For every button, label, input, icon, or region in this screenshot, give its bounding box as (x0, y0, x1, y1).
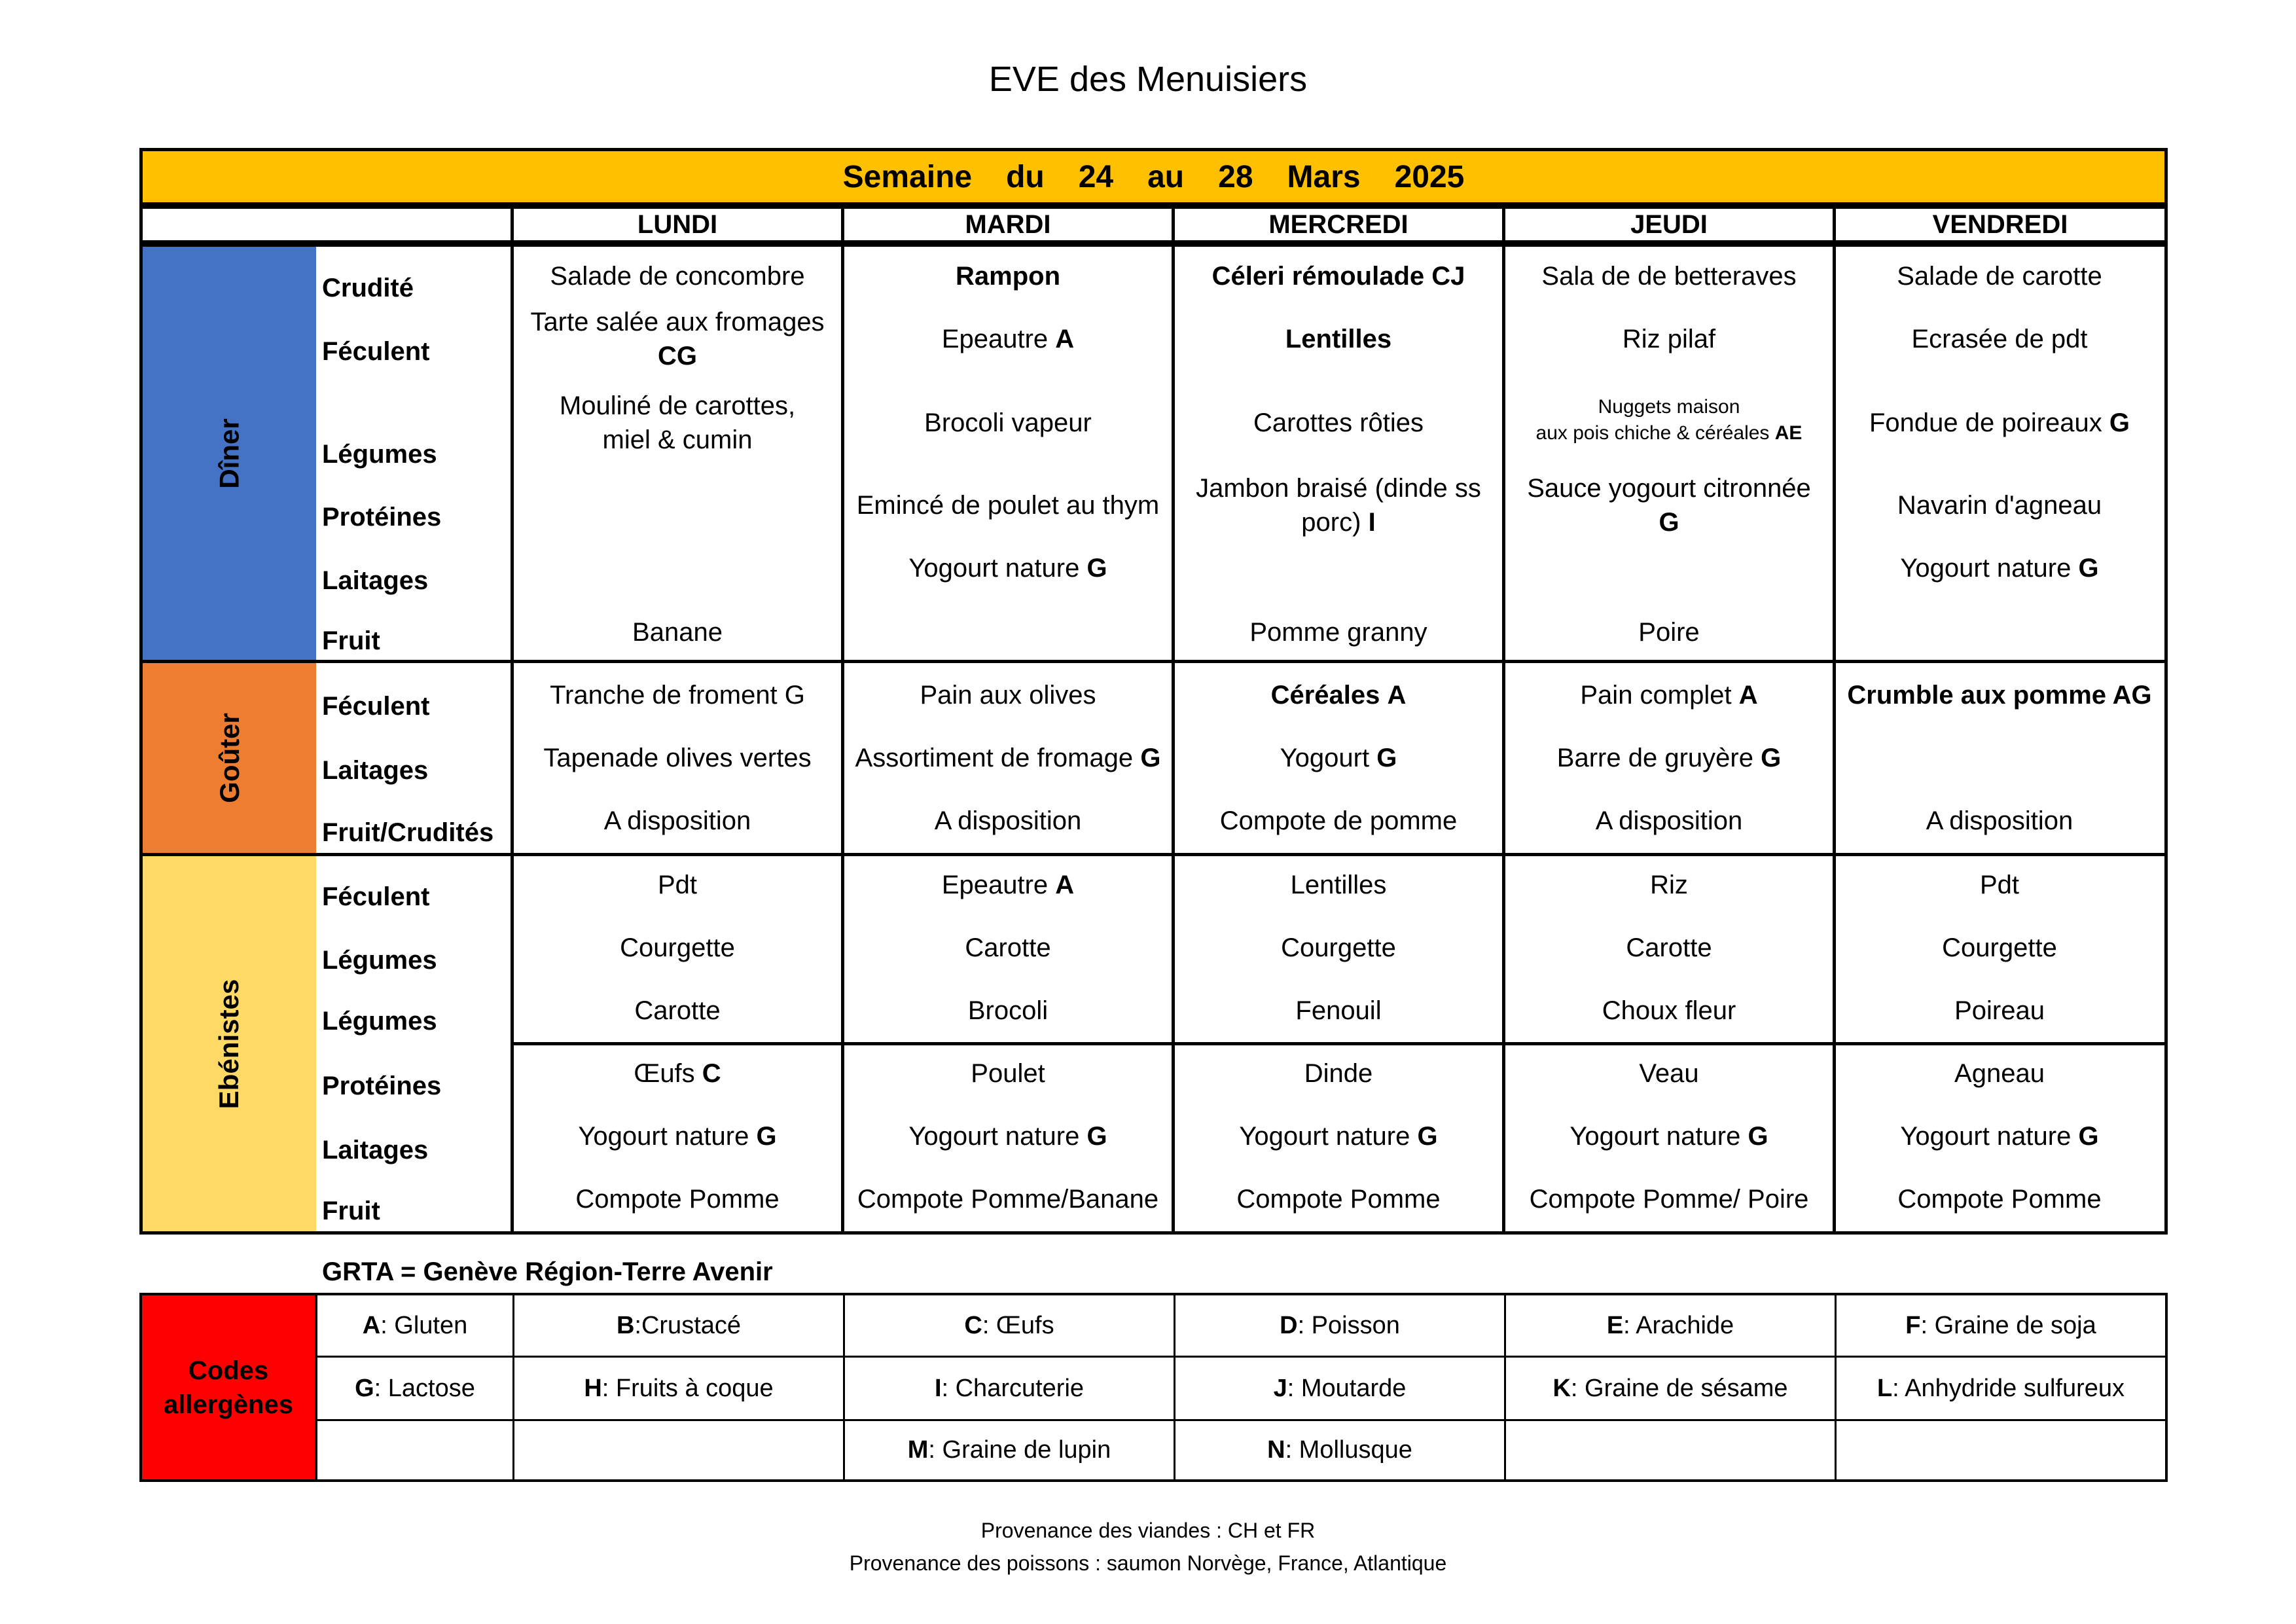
grid-line (139, 660, 2168, 663)
allergen-label: : Gluten (380, 1311, 468, 1339)
allergen-code: G (1376, 744, 1397, 772)
category-label: Laitages (322, 756, 429, 785)
page-title: EVE des Menuisiers (988, 60, 1308, 99)
diner-mardi-laitages-text: Yogourt nature (908, 554, 1080, 583)
diner-jeudi-proteines-code (1504, 505, 1834, 539)
gouter-mardi-fruit: A disposition (934, 806, 1082, 835)
category-label: Laitages (322, 1136, 429, 1164)
allergen-code: G (1086, 1122, 1107, 1151)
diner-label: Dîner (213, 418, 245, 489)
diner-mardi-feculent (843, 322, 1173, 356)
allergen-code: G (1086, 554, 1107, 583)
gouter-label: Goûter (213, 713, 245, 803)
ebenistes-mercredi-legumes: Courgette (1281, 933, 1396, 962)
allergen-item (845, 1358, 1174, 1419)
grid-line (511, 1231, 2168, 1235)
ebenistes-mardi-legumes2: Brocoli (967, 996, 1049, 1025)
category-label: Fruit/Crudités (322, 818, 494, 847)
category-label: Fruit (322, 626, 380, 655)
allergen-label: : Graine de sésame (1570, 1374, 1788, 1402)
allergen-code: G (2109, 408, 2130, 437)
footer-meat-origin: Provenance des viandes : CH et FR (980, 1519, 1316, 1542)
diner-jeudi-legumes-line1: Nuggets maison (1598, 396, 1740, 418)
week-au: au (1147, 159, 1185, 194)
allergen-label: :Crustacé (634, 1311, 742, 1339)
allergen-code: G (1140, 744, 1161, 772)
day-header-mardi: MARDI (841, 206, 1175, 244)
allergen-codes-title-line1: Codes (188, 1356, 269, 1385)
diner-lundi-crudite: Salade de concombre (550, 262, 805, 291)
week-word: Semaine (842, 159, 973, 194)
allergen-letter: M (907, 1436, 929, 1464)
diner-mercredi-fruit: Pomme granny (1249, 618, 1427, 647)
footer-fish-origin: Provenance des poissons : saumon Norvège, France, Atlantique (849, 1551, 1447, 1575)
allergen-label: : Lactose (374, 1374, 475, 1402)
diner-vendredi-laitages-text: Yogourt nature (1900, 554, 2072, 583)
category-label: Légumes (322, 1007, 437, 1036)
gouter-mardi-laitages-text: Assortiment de fromage (855, 744, 1134, 772)
category-label: Fruit (322, 1197, 380, 1225)
allergen-label: : Anhydride sulfureux (1892, 1374, 2125, 1402)
allergen-code: A (1055, 871, 1075, 899)
category-label: Féculent (322, 692, 430, 721)
ebenistes-mercredi-fruit: Compote Pomme (1236, 1185, 1441, 1214)
ebenistes-jeudi-legumes2: Choux fleur (1602, 996, 1736, 1025)
day-header-mercredi: MERCREDI (1172, 206, 1505, 244)
ebenistes-mardi-proteines: Poulet (971, 1059, 1045, 1088)
allergen-label: : Graine de soja (1920, 1311, 2096, 1339)
diner-jeudi-proteines-line1: Sauce yogourt citronnée (1527, 474, 1811, 503)
gouter-jeudi-feculent-text: Pain complet (1580, 681, 1732, 710)
ebenistes-mercredi-proteines: Dinde (1304, 1059, 1373, 1088)
allergen-label: : Arachide (1623, 1311, 1734, 1339)
ebenistes-mercredi-laitages (1174, 1119, 1503, 1153)
gouter-mercredi-fruit: Compote de pomme (1219, 806, 1458, 835)
allergen-code: A (1055, 325, 1075, 353)
diner-jeudi-legumes-line2 (1504, 420, 1834, 446)
ebenistes-lundi-legumes: Courgette (620, 933, 735, 962)
allergen-label: : Fruits à coque (601, 1374, 774, 1402)
diner-lundi-legumes (512, 389, 842, 457)
diner-mercredi-proteines-line1: Jambon braisé (dinde ss (1196, 474, 1481, 503)
gouter-vendredi-fruit: A disposition (1926, 806, 2073, 835)
allergen-item (514, 1295, 843, 1356)
diner-lundi-feculent (512, 305, 842, 373)
header-blank-cell (139, 206, 514, 244)
allergen-code: C (702, 1059, 721, 1088)
ebenistes-vendredi-legumes: Courgette (1942, 933, 2057, 962)
allergen-letter: K (1552, 1374, 1571, 1402)
diner-mercredi-proteines (1174, 471, 1503, 539)
gouter-lundi-feculent: Tranche de froment G (550, 681, 805, 710)
allergen-letter: F (1905, 1311, 1921, 1339)
allergen-code: I (1368, 508, 1376, 537)
ebenistes-vendredi-laitages (1835, 1119, 2164, 1153)
allergen-letter: H (584, 1374, 602, 1402)
category-label: Protéines (322, 503, 442, 532)
diner-mercredi-proteines-line2 (1174, 505, 1503, 539)
allergen-item (1175, 1295, 1504, 1356)
allergen-code: G (1761, 744, 1782, 772)
gouter-mercredi-feculent (1174, 678, 1503, 712)
diner-mercredi-crudite-text: Céleri rémoulade CJ (1211, 262, 1465, 291)
diner-lundi-legumes-line1: Mouliné de carottes, (559, 391, 796, 420)
week-year: 2025 (1394, 159, 1465, 194)
allergen-item (1175, 1358, 1504, 1419)
diner-vendredi-feculent: Ecrasée de pdt (1911, 325, 2088, 353)
allergen-label: : Graine de lupin (928, 1436, 1111, 1464)
gouter-lundi-fruit: A disposition (603, 806, 751, 835)
diner-mercredi-crudite (1174, 259, 1503, 293)
allergen-code: G (1417, 1122, 1438, 1151)
diner-vendredi-proteines: Navarin d'agneau (1897, 491, 2102, 520)
diner-lundi-fruit: Banane (632, 618, 723, 647)
allergen-code: G (2078, 1122, 2099, 1151)
gouter-mercredi-laitages-text: Yogourt (1280, 744, 1370, 772)
allergen-letter: C (964, 1311, 982, 1339)
category-label: Crudité (322, 274, 414, 302)
grid-line (139, 853, 2168, 856)
week-start-day: 24 (1078, 159, 1114, 194)
ebenistes-mercredi-feculent: Lentilles (1290, 871, 1387, 899)
diner-lundi-legumes-line2: miel & cumin (602, 425, 753, 454)
allergen-codes-title-line2: allergènes (164, 1390, 293, 1419)
week-end-day: 28 (1218, 159, 1253, 194)
ebenistes-lundi-laitages (512, 1119, 842, 1153)
ebenistes-vendredi-proteines: Agneau (1954, 1059, 2045, 1088)
diner-vendredi-laitages (1835, 551, 2164, 585)
ebenistes-jeudi-proteines: Veau (1639, 1059, 1699, 1088)
allergen-label: : Œufs (982, 1311, 1054, 1339)
grid-line (139, 244, 2168, 247)
category-label: Laitages (322, 566, 429, 595)
week-header (139, 148, 2168, 206)
ebenistes-jeudi-laitages-text: Yogourt nature (1570, 1122, 1741, 1151)
day-header-vendredi: VENDREDI (1833, 206, 2168, 244)
ebenistes-mardi-legumes: Carotte (965, 933, 1051, 962)
grid-line (511, 1042, 2168, 1045)
diner-jeudi-feculent: Riz pilaf (1622, 325, 1716, 353)
allergen-code: AE (1774, 422, 1803, 444)
ebenistes-vendredi-feculent: Pdt (1979, 871, 2020, 899)
diner-mardi-feculent-text: Epeautre (941, 325, 1049, 353)
grid-line (2164, 244, 2168, 1235)
allergen-item (845, 1295, 1174, 1356)
ebenistes-mardi-feculent (843, 868, 1173, 902)
diner-jeudi-legumes (1504, 394, 1834, 446)
allergen-code: G (1748, 1122, 1768, 1151)
allergen-item (1506, 1295, 1835, 1356)
ebenistes-jeudi-feculent: Riz (1650, 871, 1688, 899)
allergen-item (845, 1421, 1174, 1479)
week-month: Mars (1287, 159, 1361, 194)
week-du: du (1006, 159, 1045, 194)
diner-mardi-crudite-text: Rampon (956, 262, 1060, 291)
allergen-item (317, 1295, 512, 1356)
diner-lundi-feculent-line1: Tarte salée aux fromages (530, 308, 825, 336)
allergen-codes-header (139, 1293, 317, 1482)
diner-jeudi-fruit: Poire (1638, 618, 1700, 647)
allergen-item (317, 1358, 512, 1419)
ebenistes-jeudi-fruit: Compote Pomme/ Poire (1529, 1185, 1809, 1214)
allergen-code: G (756, 1122, 777, 1151)
gouter-mardi-laitages (843, 741, 1173, 775)
ebenistes-mercredi-legumes2: Fenouil (1295, 996, 1382, 1025)
allergen-item (1506, 1358, 1835, 1419)
category-label: Féculent (322, 882, 430, 911)
ebenistes-lundi-feculent: Pdt (657, 871, 698, 899)
category-label: Légumes (322, 946, 437, 975)
diner-mardi-proteines: Emincé de poulet au thym (856, 491, 1160, 520)
ebenistes-label: Ebénistes (213, 979, 245, 1109)
allergen-item (514, 1358, 843, 1419)
allergen-item (1837, 1295, 2165, 1356)
allergen-code: A (1738, 681, 1758, 710)
allergen-item (1175, 1421, 1504, 1479)
diner-mardi-legumes: Brocoli vapeur (924, 408, 1092, 437)
ebenistes-lundi-legumes2: Carotte (634, 996, 721, 1025)
allergen-code: A (1387, 681, 1407, 710)
diner-jeudi-legumes-line2-text: aux pois chiche & céréales (1535, 422, 1770, 444)
diner-vendredi-legumes-text: Fondue de poireaux (1869, 408, 2102, 437)
gouter-jeudi-feculent (1504, 678, 1834, 712)
allergen-letter: L (1876, 1374, 1893, 1402)
gouter-vendredi-feculent (1835, 678, 2164, 712)
allergen-letter: G (355, 1374, 374, 1402)
allergen-item (1837, 1358, 2165, 1419)
ebenistes-mercredi-laitages-text: Yogourt nature (1239, 1122, 1410, 1151)
ebenistes-mardi-feculent-text: Epeautre (941, 871, 1049, 899)
diner-mardi-laitages (843, 551, 1173, 585)
allergen-letter: D (1280, 1311, 1298, 1339)
allergen-label: : Mollusque (1285, 1436, 1412, 1464)
ebenistes-mardi-fruit: Compote Pomme/Banane (857, 1185, 1159, 1214)
diner-mercredi-feculent-text: Lentilles (1285, 325, 1392, 353)
gouter-vendredi-feculent-text: Crumble aux pomme AG (1847, 681, 2152, 710)
ebenistes-lundi-proteines (512, 1056, 842, 1091)
allergen-code: CG (658, 342, 697, 370)
diner-jeudi-crudite: Sala de de betteraves (1541, 262, 1797, 291)
grta-note: GRTA = Genève Région-Terre Avenir (322, 1257, 773, 1286)
gouter-lundi-laitages: Tapenade olives vertes (543, 744, 812, 772)
ebenistes-vendredi-fruit: Compote Pomme (1897, 1185, 2102, 1214)
diner-lundi-feculent-code (512, 339, 842, 373)
category-label: Légumes (322, 440, 437, 469)
diner-mercredi-feculent (1174, 322, 1503, 356)
day-header-lundi: LUNDI (511, 206, 844, 244)
allergen-code: G (2078, 554, 2099, 583)
category-label: Féculent (322, 337, 430, 366)
gouter-jeudi-laitages (1504, 741, 1834, 775)
gouter-mercredi-feculent-text: Céréales (1270, 681, 1380, 710)
ebenistes-mardi-laitages-text: Yogourt nature (908, 1122, 1080, 1151)
gouter-mercredi-laitages (1174, 741, 1503, 775)
allergen-label: : Moutarde (1287, 1374, 1407, 1402)
allergen-letter: B (616, 1311, 635, 1339)
allergen-letter: E (1606, 1311, 1624, 1339)
ebenistes-mardi-laitages (843, 1119, 1173, 1153)
ebenistes-vendredi-laitages-text: Yogourt nature (1900, 1122, 2072, 1151)
allergen-label: : Poisson (1297, 1311, 1400, 1339)
gouter-jeudi-laitages-text: Barre de gruyère (1556, 744, 1753, 772)
allergen-letter: I (934, 1374, 942, 1402)
ebenistes-band (139, 853, 316, 1235)
diner-jeudi-proteines (1504, 471, 1834, 539)
allergen-label: : Charcuterie (941, 1374, 1085, 1402)
gouter-band (139, 660, 316, 856)
ebenistes-lundi-fruit: Compote Pomme (575, 1185, 780, 1214)
allergen-letter: J (1273, 1374, 1287, 1402)
day-header-jeudi: JEUDI (1502, 206, 1836, 244)
ebenistes-lundi-proteines-text: Œufs (634, 1059, 695, 1088)
diner-vendredi-crudite: Salade de carotte (1897, 262, 2102, 291)
ebenistes-jeudi-legumes: Carotte (1626, 933, 1712, 962)
allergen-letter: A (362, 1311, 381, 1339)
grid-line (139, 1231, 514, 1235)
diner-mercredi-legumes: Carottes rôties (1253, 408, 1424, 437)
diner-mercredi-proteines-line2-text: porc) (1301, 508, 1361, 537)
gouter-jeudi-fruit: A disposition (1595, 806, 1743, 835)
allergen-code: G (1659, 508, 1679, 537)
diner-band (139, 244, 316, 663)
diner-vendredi-legumes (1835, 406, 2164, 440)
ebenistes-jeudi-laitages (1504, 1119, 1834, 1153)
ebenistes-vendredi-legumes2: Poireau (1954, 996, 2045, 1025)
gouter-mardi-feculent: Pain aux olives (920, 681, 1096, 710)
diner-mardi-crudite (843, 259, 1173, 293)
allergen-letter: N (1267, 1436, 1285, 1464)
category-label: Protéines (322, 1072, 442, 1100)
ebenistes-lundi-laitages-text: Yogourt nature (578, 1122, 749, 1151)
